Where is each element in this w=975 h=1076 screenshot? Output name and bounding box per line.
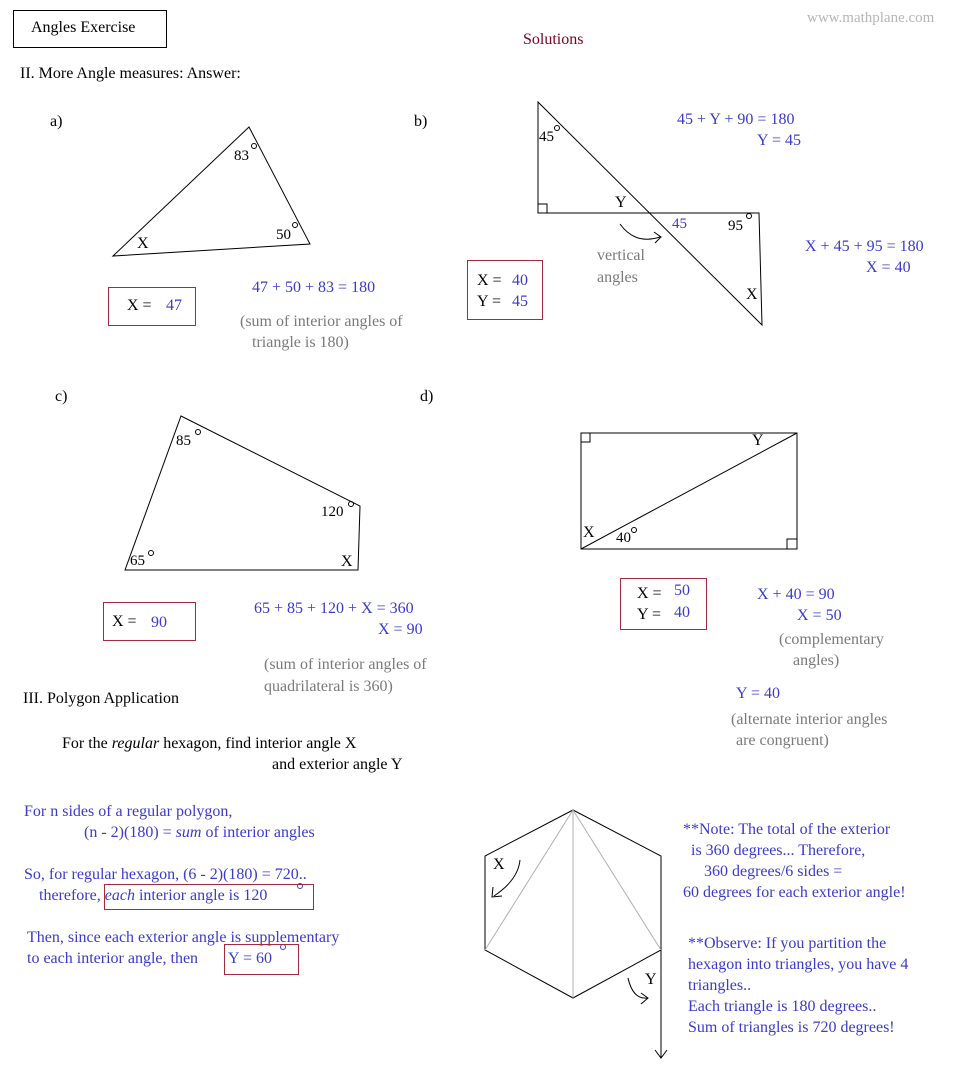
note-a-line-2: is 360 degrees... Therefore, [691, 842, 866, 859]
s2-post: of interior angles [205, 824, 315, 841]
note-d-3: (alternate interior angles [731, 711, 888, 728]
rectangle-d [581, 433, 797, 549]
hexagon-y-label: Y [645, 971, 657, 988]
equation-d-1: X + 40 = 90 [757, 586, 835, 603]
problem-c-label: c) [55, 388, 68, 405]
equation-d-2: X = 50 [797, 607, 842, 624]
solution-line-3: So, for regular hexagon, (6 - 2)(180) = 720.. [24, 866, 307, 883]
prompt-post: hexagon, find interior angle X [163, 735, 357, 752]
answer-c-value: 90 [151, 614, 167, 631]
figure-b [538, 102, 762, 325]
answer-d-x-label: X = [637, 585, 662, 602]
quadrilateral-c [125, 416, 360, 570]
s4-pre: therefore, [39, 887, 101, 904]
note-b-line-2: hexagon into triangles, you have 4 [688, 956, 909, 973]
answer-box-a [108, 287, 196, 326]
note-d-1: (complementary [779, 631, 884, 648]
answer-b-x-label: X = [477, 272, 502, 289]
angle-x-b: X [746, 286, 758, 303]
equation-c-1: 65 + 85 + 120 + X = 360 [254, 600, 414, 617]
interior-angle-box [104, 884, 314, 910]
note-a-line-1: **Note: The total of the exterior [683, 821, 891, 838]
answer-c-label: X = [112, 613, 137, 630]
note-b-line-1: **Observe: If you partition the [688, 935, 887, 952]
problem-a-label: a) [50, 113, 63, 130]
angle-65: 65 [130, 553, 145, 569]
angle-40: 40 [616, 530, 631, 546]
watermark: www.mathplane.com [807, 10, 935, 26]
answer-b-y-label: Y = [477, 293, 501, 310]
note-a-2: triangle is 180) [252, 334, 349, 351]
note-a-1: (sum of interior angles of [240, 313, 403, 330]
angle-83: 83 [234, 148, 249, 164]
angle-45-top: 45 [539, 129, 554, 145]
answer-b-x-value: 40 [512, 272, 528, 289]
angle-y-d: Y [752, 432, 764, 449]
note-b-line-4: Each triangle is 180 degrees.. [688, 998, 877, 1015]
angle-85: 85 [176, 433, 191, 449]
angle-45-vertical: 45 [672, 216, 687, 232]
s4-emphasis: each [104, 887, 135, 904]
note-d-4: are congruent) [736, 732, 829, 749]
note-a-line-3: 360 degrees/6 sides = [704, 863, 843, 880]
s2-pre: (n - 2)(180) = [84, 824, 172, 841]
hexagon-x-label: X [493, 856, 505, 873]
equation-d-3: Y = 40 [736, 685, 780, 702]
answer-d-x-value: 50 [674, 582, 690, 599]
note-c-1: (sum of interior angles of [264, 656, 427, 673]
equation-a: 47 + 50 + 83 = 180 [252, 279, 376, 296]
answer-a-value: 47 [166, 297, 182, 314]
answer-a-label: X = [127, 297, 152, 314]
equation-c-2: X = 90 [378, 621, 423, 638]
prompt-line-1 [62, 734, 356, 754]
solution-line-6: to each interior angle, then [27, 950, 199, 967]
note-b-line-5: Sum of triangles is 720 degrees! [688, 1019, 895, 1036]
solution-line-1: For n sides of a regular polygon, [24, 803, 233, 820]
s2-emphasis: sum [175, 824, 202, 841]
note-c-2: quadrilateral is 360) [264, 678, 393, 695]
solution-line-5: Then, since each exterior angle is supplementary [27, 929, 340, 946]
angle-x-c: X [341, 553, 353, 570]
page-title: Angles Exercise [31, 19, 136, 36]
note-d-2: angles) [793, 652, 840, 669]
hexagon [485, 810, 667, 1058]
solution-line-2 [84, 823, 315, 843]
equation-b-2b: X = 40 [866, 259, 911, 276]
angle-y-b: Y [615, 194, 627, 211]
prompt-emphasis: regular [111, 735, 160, 752]
answer-box-d [620, 578, 707, 630]
answer-d-y-label: Y = [637, 606, 661, 623]
vertical-label-1: vertical [597, 247, 645, 264]
angle-50: 50 [276, 227, 291, 243]
prompt-pre: For the [62, 735, 108, 752]
angle-95: 95 [728, 218, 743, 234]
answer-b-y-value: 45 [512, 293, 528, 310]
note-b-line-3: triangles.. [688, 977, 752, 994]
note-a-line-4: 60 degrees for each exterior angle! [683, 884, 906, 901]
equation-b-2a: X + 45 + 95 = 180 [805, 238, 924, 255]
prompt-line-2: and exterior angle Y [272, 756, 403, 773]
problem-b-label: b) [414, 113, 428, 130]
s4-post: interior angle is 120 [138, 887, 268, 904]
vertical-label-2: angles [597, 269, 638, 286]
solutions-heading: Solutions [523, 31, 584, 48]
angle-x-d: X [583, 524, 595, 541]
equation-b-1a: 45 + Y + 90 = 180 [677, 111, 795, 128]
equation-b-1b: Y = 45 [757, 132, 801, 149]
angle-120: 120 [321, 504, 344, 520]
section-2-heading: II. More Angle measures: Answer: [20, 65, 241, 82]
angle-x-a: X [137, 235, 149, 252]
problem-d-label: d) [420, 388, 434, 405]
section-3-heading: III. Polygon Application [23, 690, 179, 707]
exterior-angle-answer: Y = 60 [228, 950, 272, 967]
answer-d-y-value: 40 [674, 604, 690, 621]
